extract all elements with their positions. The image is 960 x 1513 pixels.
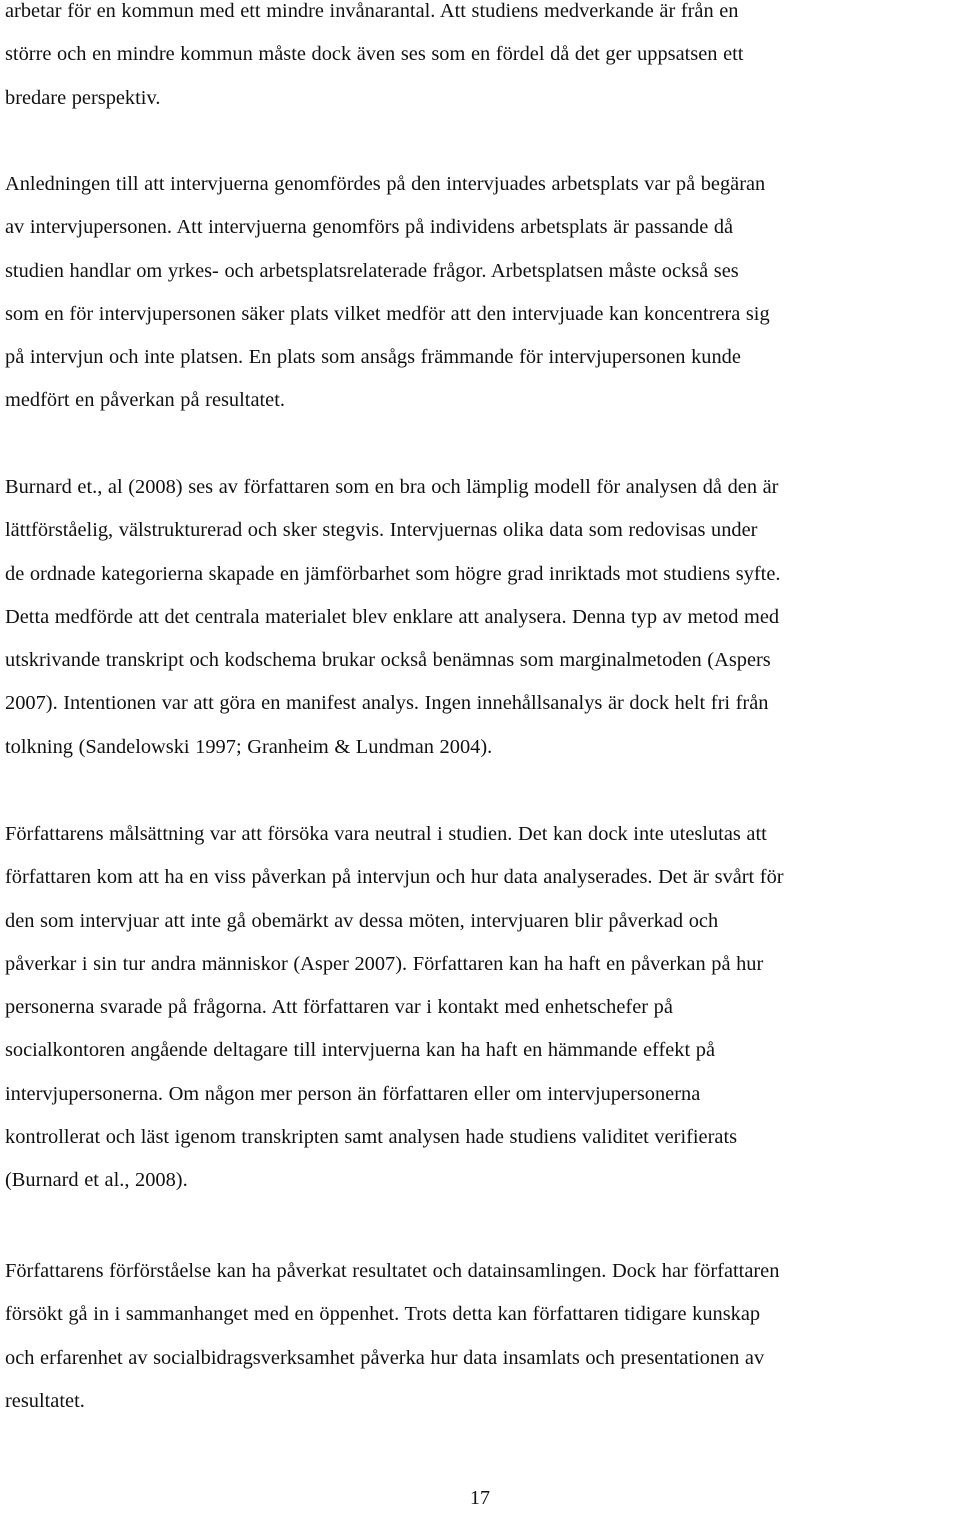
text-line: Anledningen till att intervjuerna genomfördes på den intervjuades arbetsplats var på begäran xyxy=(5,173,766,195)
text-line: den som intervjuar att inte gå obemärkt av dessa möten, intervjuaren blir påverkad och xyxy=(5,909,719,932)
text-line: medfört en påverkan på resultatet. xyxy=(5,389,285,412)
page-number: 17 xyxy=(470,1487,490,1509)
text-line: Burnard et., al (2008) ses av författaren som en bra och lämplig modell för analysen då den är xyxy=(5,476,779,498)
text-line: personerna svarade på frågorna. Att författaren var i kontakt med enhetschefer på xyxy=(5,996,673,1019)
text-line: utskrivande transkript och kodschema brukar också benämnas som marginalmetoden (Aspers xyxy=(5,649,771,672)
text-line: resultatet. xyxy=(5,1389,85,1412)
text-line: intervjupersonerna. Om någon mer person än författaren eller om intervjupersonerna xyxy=(5,1082,701,1105)
text-line: påverkar i sin tur andra människor (Asper 2007). Författaren kan ha haft en påverkan på hur xyxy=(5,952,764,975)
text-line: som en för intervjupersonen säker plats vilket medför att den intervjuade kan koncentrera sig xyxy=(5,302,770,325)
paragraph-author-neutrality xyxy=(5,813,957,1203)
text-line: på intervjun och inte platsen. En plats som ansågs främmande för intervjupersonen kunde xyxy=(5,346,741,369)
text-line: försökt gå in i sammanhanget med en öppenhet. Trots detta kan författaren tidigare kunskap xyxy=(5,1303,761,1326)
text-line: (Burnard et al., 2008). xyxy=(5,1169,188,1192)
text-line: de ordnade kategorierna skapade en jämförbarhet som högre grad inriktads mot studiens syfte. xyxy=(5,562,781,585)
text-line: studien handlar om yrkes- och arbetsplatsrelaterade frågor. Arbetsplatsen måste också ses xyxy=(5,259,739,282)
text-line: större och en mindre kommun måste dock även ses som en fördel då det ger uppsatsen ett xyxy=(5,43,744,66)
paragraph-study-participants xyxy=(5,0,957,120)
text-line: och erfarenhet av socialbidragsverksamhet påverka hur data insamlats och presentationen av xyxy=(5,1346,765,1369)
paragraph-preunderstanding xyxy=(5,1250,957,1423)
text-line: arbetar för en kommun med ett mindre invånarantal. Att studiens medverkande är från en xyxy=(5,0,739,22)
text-line: 2007). Intentionen var att göra en manifest analys. Ingen innehållsanalys är dock helt fri från xyxy=(5,692,769,715)
paragraph-analysis-method xyxy=(5,466,957,769)
text-line: författaren kom att ha en viss påverkan på intervjun och hur data analyserades. Det är svårt för xyxy=(5,866,784,889)
text-line: Detta medförde att det centrala materialet blev enklare att analysera. Denna typ av metod med xyxy=(5,605,780,628)
text-line: bredare perspektiv. xyxy=(5,86,161,109)
text-line: lättförståelig, välstrukturerad och sker stegvis. Intervjuernas olika data som redovisas under xyxy=(5,519,758,542)
text-line: socialkontoren angående deltagare till intervjuerna kan ha haft en hämmande effekt på xyxy=(5,1039,715,1062)
paragraph-interview-location xyxy=(5,163,957,423)
text-line: tolkning (Sandelowski 1997; Granheim & Lundman 2004). xyxy=(5,735,493,758)
text-line: Författarens förförståelse kan ha påverkat resultatet och datainsamlingen. Dock har författaren xyxy=(5,1260,780,1282)
text-line: av intervjupersonen. Att intervjuerna genomförs på individens arbetsplats är passande då xyxy=(5,216,734,239)
text-line: kontrollerat och läst igenom transkripten samt analysen hade studiens validitet verifierats xyxy=(5,1126,738,1149)
text-line: Författarens målsättning var att försöka vara neutral i studien. Det kan dock inte uteslutas att xyxy=(5,823,767,845)
